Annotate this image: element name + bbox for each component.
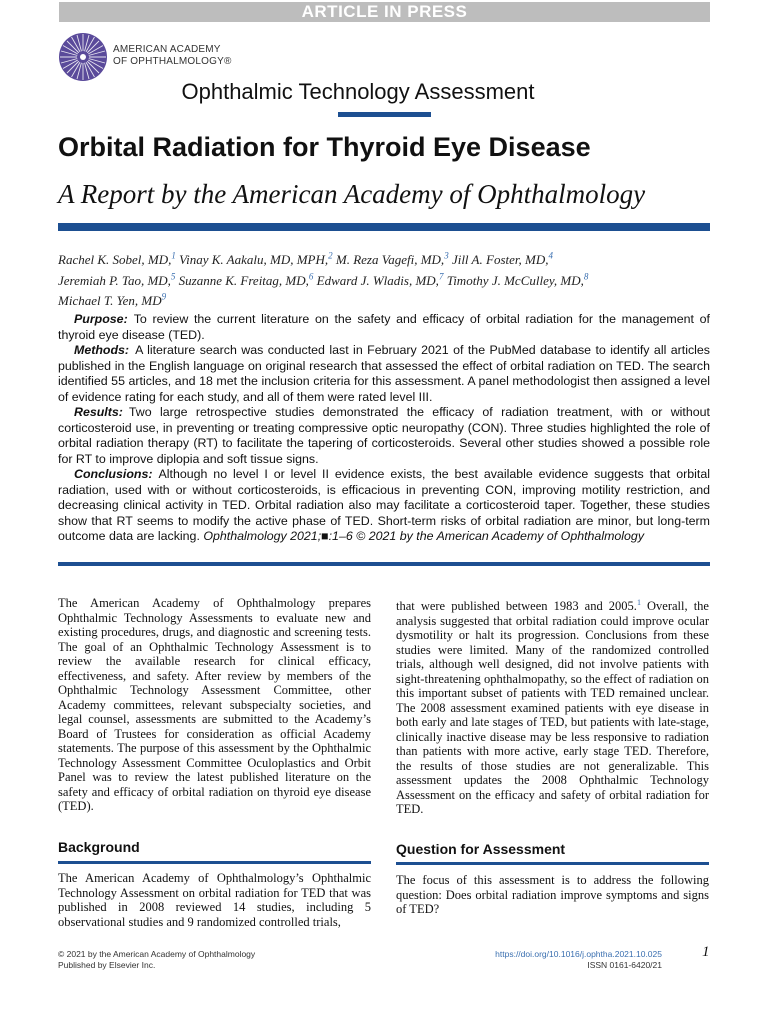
article-in-press-banner: ARTICLE IN PRESS <box>59 2 710 22</box>
author-entry <box>58 252 176 267</box>
organization-line2: OF OPHTHALMOLOGY® <box>113 56 232 67</box>
question-heading: Question for Assessment <box>396 841 566 857</box>
affiliation-marker[interactable]: 3 <box>444 251 449 261</box>
author-name: Suzanne K. Freitag, MD, <box>178 272 309 288</box>
author-name: Edward J. Wladis, MD, <box>316 272 439 288</box>
article-title: Orbital Radiation for Thyroid Eye Disease <box>58 132 591 162</box>
abstract-purpose-label: Purpose: <box>74 312 128 326</box>
title-rule <box>58 223 710 231</box>
author-entry <box>452 252 553 267</box>
affiliation-marker[interactable]: 8 <box>583 271 589 282</box>
column2-text-after: Overall, the analysis suggested that orbital radiation could improve ocular dysmotility or halt its progression. Conclusions from these studies were limited. Many of the randomized controlled trials, although well designed, did not involve patients with sight-threatening ophthalmopathy, so the effect of radiation on this important subset of patients with TED remained unclear. The 2008 assessment examined patients with eye disease in both early and late stages of TED, but patients with late-stage, clinically inactive disease may be less responsive to radiation than patients with more active, early stage TED. Therefore, the results of those studies are not generalizable. This assessment updates the 2008 Ophthalmic Technology Assessment on the efficacy and safety of orbital radiation for TED. <box>396 599 709 817</box>
author-entry <box>179 273 314 288</box>
author-name: Timothy J. McCulley, MD, <box>446 272 584 288</box>
affiliation-marker[interactable]: 5 <box>170 271 176 282</box>
organization-line1: AMERICAN ACADEMY <box>113 44 221 55</box>
question-rule <box>396 862 709 865</box>
column2-paragraph <box>396 596 709 817</box>
column2-text-before: that were published between 1983 and 2005. <box>396 599 637 614</box>
footer-publisher: Published by Elsevier Inc. <box>58 960 156 970</box>
abstract-results <box>58 405 710 467</box>
affiliation-marker[interactable]: 4 <box>548 251 553 261</box>
author-entry <box>336 252 449 267</box>
author-name: Jeremiah P. Tao, MD, <box>58 272 171 288</box>
intro-text: The American Academy of Ophthalmology prepares Ophthalmic Technology Assessments to evaluate new and existing procedures, drugs, and diagnostic and screening tests. The goal of an Ophthalmic Technology Assessment is to review the available research for clinical efficacy, effectiveness, and safety. After review by members of the Ophthalmic Technology Assessment Committee, other Academy committees, relevant subspecialty societies, and legal counsel, assessments are submitted to the Academy’s Board of Trustees for consideration as official Academy statements. The purpose of this assessment by the Ophthalmic Technology Assessment Committee Oculoplastics and Orbit Panel was to review the latest published literature on the safety and efficacy of orbital radiation on thyroid eye disease (TED). <box>58 596 371 813</box>
abstract-citation: Ophthalmology 2021;■:1–6 © 2021 by the American Academy of Ophthalmology <box>203 529 645 543</box>
organization-name <box>113 44 232 68</box>
doi-link[interactable]: https://doi.org/10.1016/j.ophtha.2021.10.025 <box>495 949 662 959</box>
author-entry <box>447 273 589 288</box>
intro-paragraph <box>58 596 371 814</box>
footer-issn: ISSN 0161-6420/21 <box>587 960 662 970</box>
abstract-conclusions <box>58 467 710 545</box>
abstract-methods-text: A literature search was conducted last in February 2021 of the PubMed database to identify all articles published in the English language on original research that assessed the effect of orbital radiation on TED. The search identified 55 articles, and 18 met the inclusion criteria for this assessment. A panel methodologist then assigned a level of evidence rating for each study, and all of them were rated level III. <box>58 343 710 404</box>
affiliation-marker[interactable]: 9 <box>161 291 167 302</box>
author-entry <box>58 293 166 308</box>
abstract-methods <box>58 343 710 405</box>
abstract-purpose-text: To review the current literature on the safety and efficacy of orbital radiation for the management of thyroid eye disease (TED). <box>58 312 710 342</box>
author-list <box>58 248 710 309</box>
abstract-purpose <box>58 312 710 343</box>
column2-text <box>396 596 709 817</box>
author-entry <box>179 252 333 267</box>
affiliation-marker[interactable]: 2 <box>328 251 333 261</box>
author-name: Rachel K. Sobel, MD, <box>58 252 172 268</box>
abstract-conclusions-text: Although no level I or level II evidence exists, the best available evidence suggests that orbital radiation, used with or without corticosteroids, is efficacious in preventing CON, improving motility restriction, and decreasing clinical activity in TED. Orbital radiation also may facilitate a corticosteroid taper. Together, these studies show that RT seems to modify the active phase of TED. Short-term risks of orbital radiation are minor, but long-term outcome data are lacking. <box>58 467 710 543</box>
author-name: Vinay K. Aakalu, MD, MPH, <box>179 252 329 268</box>
academy-logo-icon <box>58 32 108 82</box>
affiliation-marker[interactable]: 7 <box>438 271 444 282</box>
abstract-rule <box>58 562 710 566</box>
footer-copyright: © 2021 by the American Academy of Ophthalmology <box>58 949 256 959</box>
abstract-results-text: Two large retrospective studies demonstrated the efficacy of radiation treatment, with or without corticosteroid use, in preventing or treating compressive optic neuropathy (CON). Three studies highlighted the role of orbital radiation therapy (RT) to facilitate the tapering of corticosteroids. Several other studies showed a possible role for RT to improve diplopia and soft tissue signs. <box>58 405 710 466</box>
author-entry <box>317 273 444 288</box>
affiliation-marker[interactable]: 6 <box>308 271 314 282</box>
author-name: M. Reza Vagefi, MD, <box>335 252 445 268</box>
abstract-conclusions-label: Conclusions: <box>74 467 153 481</box>
author-entry <box>58 273 175 288</box>
series-rule <box>338 112 431 117</box>
author-name: Jill A. Foster, MD, <box>451 252 549 268</box>
reference-link[interactable]: 1 <box>636 598 641 607</box>
abstract <box>58 312 710 545</box>
series-title: Ophthalmic Technology Assessment <box>181 79 535 104</box>
footer-right <box>495 949 662 971</box>
abstract-results-label: Results: <box>74 405 123 419</box>
background-rule <box>58 861 371 864</box>
affiliation-marker[interactable]: 1 <box>171 251 176 261</box>
abstract-methods-label: Methods: <box>74 343 130 357</box>
background-text: The American Academy of Ophthalmology’s Ophthalmic Technology Assessment on orbital radiation for TED that was published in 2008 reviewed 14 studies, including 5 observational studies and 9 randomized controlled trials, <box>58 871 371 929</box>
article-subtitle: A Report by the American Academy of Ophthalmology <box>58 179 646 209</box>
author-name: Michael T. Yen, MD <box>58 292 162 308</box>
background-heading: Background <box>58 839 140 855</box>
page-number: 1 <box>702 944 710 960</box>
background-paragraph <box>58 871 371 929</box>
footer-left <box>58 949 255 971</box>
question-text: The focus of this assessment is to address the following question: Does orbital radiation improve symptoms and signs of TED? <box>396 873 709 916</box>
question-paragraph <box>396 873 709 917</box>
